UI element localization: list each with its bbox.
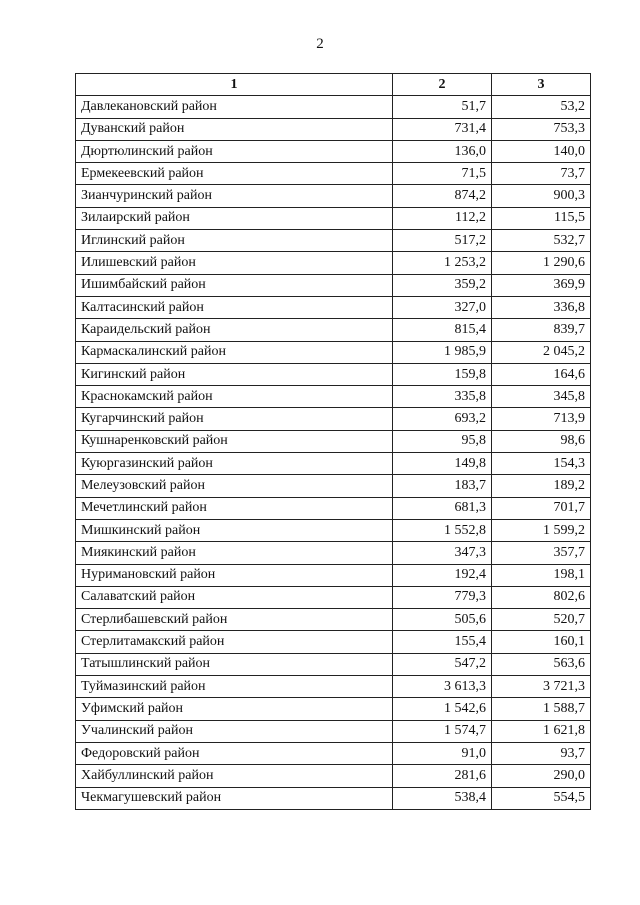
table-row	[76, 653, 591, 675]
district-name-cell: Кигинский район	[76, 363, 393, 385]
table-row	[76, 207, 591, 229]
data-table	[75, 73, 591, 810]
column-2-value-cell: 71,5	[393, 163, 492, 185]
column-2-value-cell: 159,8	[393, 363, 492, 385]
table-row	[76, 163, 591, 185]
column-2-value-cell: 359,2	[393, 274, 492, 296]
header-row	[76, 74, 591, 96]
district-name-cell: Кугарчинский район	[76, 408, 393, 430]
column-3-value-cell: 154,3	[492, 453, 591, 475]
column-2-value-cell: 1 552,8	[393, 519, 492, 541]
column-3-value-cell: 563,6	[492, 653, 591, 675]
table-row	[76, 519, 591, 541]
column-3-value-cell: 2 045,2	[492, 341, 591, 363]
column-3-value-cell: 345,8	[492, 386, 591, 408]
table-row	[76, 542, 591, 564]
column-3-value-cell: 115,5	[492, 207, 591, 229]
table-row	[76, 609, 591, 631]
column-3-value-cell: 140,0	[492, 140, 591, 162]
column-3-value-cell: 532,7	[492, 230, 591, 252]
column-2-value-cell: 538,4	[393, 787, 492, 809]
district-name-cell: Мечетлинский район	[76, 497, 393, 519]
column-3-value-cell: 1 621,8	[492, 720, 591, 742]
column-3-value-cell: 520,7	[492, 609, 591, 631]
column-3-value-cell: 701,7	[492, 497, 591, 519]
table-body	[76, 96, 591, 810]
column-2-value-cell: 517,2	[393, 230, 492, 252]
column-header-1: 1	[76, 74, 393, 96]
column-3-value-cell: 1 599,2	[492, 519, 591, 541]
column-2-value-cell: 1 542,6	[393, 698, 492, 720]
district-name-cell: Иглинский район	[76, 230, 393, 252]
table-row	[76, 586, 591, 608]
district-name-cell: Миякинский район	[76, 542, 393, 564]
district-name-cell: Зилаирский район	[76, 207, 393, 229]
column-3-value-cell: 73,7	[492, 163, 591, 185]
table-row	[76, 453, 591, 475]
column-2-value-cell: 91,0	[393, 742, 492, 764]
district-name-cell: Дюртюлинский район	[76, 140, 393, 162]
column-3-value-cell: 198,1	[492, 564, 591, 586]
column-2-value-cell: 281,6	[393, 765, 492, 787]
column-3-value-cell: 900,3	[492, 185, 591, 207]
table-row	[76, 140, 591, 162]
district-name-cell: Татышлинский район	[76, 653, 393, 675]
district-name-cell: Куюргазинский район	[76, 453, 393, 475]
table-row	[76, 787, 591, 809]
district-name-cell: Давлекановский район	[76, 96, 393, 118]
district-name-cell: Илишевский район	[76, 252, 393, 274]
table-row	[76, 430, 591, 452]
column-3-value-cell: 1 588,7	[492, 698, 591, 720]
column-header-3: 3	[492, 74, 591, 96]
district-name-cell: Караидельский район	[76, 319, 393, 341]
column-header-2: 2	[393, 74, 492, 96]
column-3-value-cell: 802,6	[492, 586, 591, 608]
table-row	[76, 230, 591, 252]
column-3-value-cell: 753,3	[492, 118, 591, 140]
district-name-cell: Ермекеевский район	[76, 163, 393, 185]
column-2-value-cell: 112,2	[393, 207, 492, 229]
column-2-value-cell: 731,4	[393, 118, 492, 140]
column-3-value-cell: 98,6	[492, 430, 591, 452]
column-3-value-cell: 53,2	[492, 96, 591, 118]
district-name-cell: Чекмагушевский район	[76, 787, 393, 809]
column-2-value-cell: 136,0	[393, 140, 492, 162]
district-name-cell: Учалинский район	[76, 720, 393, 742]
page-number: 2	[316, 36, 324, 52]
table-row	[76, 296, 591, 318]
table-row	[76, 765, 591, 787]
table-row	[76, 475, 591, 497]
column-2-value-cell: 815,4	[393, 319, 492, 341]
column-3-value-cell: 357,7	[492, 542, 591, 564]
column-2-value-cell: 505,6	[393, 609, 492, 631]
column-2-value-cell: 95,8	[393, 430, 492, 452]
column-2-value-cell: 347,3	[393, 542, 492, 564]
district-name-cell: Мишкинский район	[76, 519, 393, 541]
column-3-value-cell: 93,7	[492, 742, 591, 764]
column-2-value-cell: 547,2	[393, 653, 492, 675]
column-3-value-cell: 336,8	[492, 296, 591, 318]
column-3-value-cell: 369,9	[492, 274, 591, 296]
column-2-value-cell: 149,8	[393, 453, 492, 475]
table-row	[76, 720, 591, 742]
table-row	[76, 118, 591, 140]
district-name-cell: Ишимбайский район	[76, 274, 393, 296]
table-row	[76, 386, 591, 408]
district-name-cell: Уфимский район	[76, 698, 393, 720]
column-2-value-cell: 183,7	[393, 475, 492, 497]
district-name-cell: Туймазинский район	[76, 676, 393, 698]
column-3-value-cell: 160,1	[492, 631, 591, 653]
district-name-cell: Федоровский район	[76, 742, 393, 764]
column-2-value-cell: 155,4	[393, 631, 492, 653]
column-2-value-cell: 327,0	[393, 296, 492, 318]
table-row	[76, 497, 591, 519]
column-2-value-cell: 1 574,7	[393, 720, 492, 742]
table-row	[76, 363, 591, 385]
column-3-value-cell: 1 290,6	[492, 252, 591, 274]
column-2-value-cell: 681,3	[393, 497, 492, 519]
table-row	[76, 408, 591, 430]
district-name-cell: Стерлитамакский район	[76, 631, 393, 653]
column-2-value-cell: 693,2	[393, 408, 492, 430]
table-row	[76, 564, 591, 586]
table-row	[76, 185, 591, 207]
column-3-value-cell: 554,5	[492, 787, 591, 809]
column-2-value-cell: 779,3	[393, 586, 492, 608]
district-name-cell: Хайбуллинский район	[76, 765, 393, 787]
district-name-cell: Дуванский район	[76, 118, 393, 140]
column-3-value-cell: 189,2	[492, 475, 591, 497]
district-name-cell: Мелеузовский район	[76, 475, 393, 497]
district-name-cell: Салаватский район	[76, 586, 393, 608]
column-3-value-cell: 290,0	[492, 765, 591, 787]
column-2-value-cell: 1 985,9	[393, 341, 492, 363]
district-name-cell: Кармаскалинский район	[76, 341, 393, 363]
table-row	[76, 274, 591, 296]
district-name-cell: Краснокамский район	[76, 386, 393, 408]
district-name-cell: Зианчуринский район	[76, 185, 393, 207]
district-name-cell: Калтасинский район	[76, 296, 393, 318]
table-row	[76, 631, 591, 653]
district-name-cell: Нуримановский район	[76, 564, 393, 586]
table-row	[76, 742, 591, 764]
column-2-value-cell: 192,4	[393, 564, 492, 586]
column-2-value-cell: 51,7	[393, 96, 492, 118]
column-3-value-cell: 713,9	[492, 408, 591, 430]
column-2-value-cell: 874,2	[393, 185, 492, 207]
district-name-cell: Кушнаренковский район	[76, 430, 393, 452]
column-3-value-cell: 3 721,3	[492, 676, 591, 698]
column-2-value-cell: 335,8	[393, 386, 492, 408]
table-row	[76, 698, 591, 720]
district-name-cell: Стерлибашевский район	[76, 609, 393, 631]
table-row	[76, 96, 591, 118]
table-row	[76, 319, 591, 341]
column-2-value-cell: 3 613,3	[393, 676, 492, 698]
table-row	[76, 341, 591, 363]
table-row	[76, 676, 591, 698]
table-row	[76, 252, 591, 274]
column-3-value-cell: 164,6	[492, 363, 591, 385]
column-3-value-cell: 839,7	[492, 319, 591, 341]
column-2-value-cell: 1 253,2	[393, 252, 492, 274]
